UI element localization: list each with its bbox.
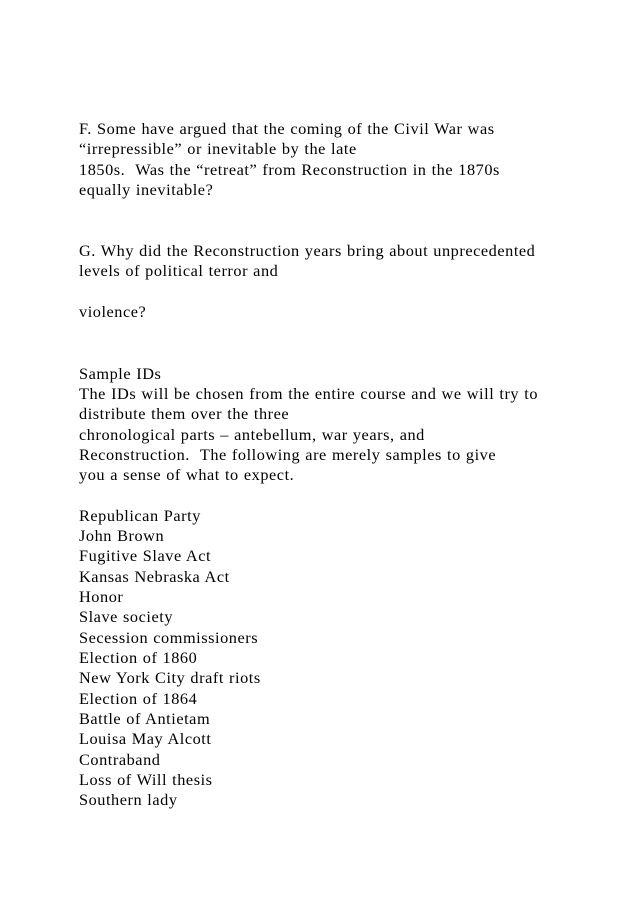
id-item: John Brown (79, 526, 165, 545)
id-item: Louisa May Alcott (79, 729, 212, 748)
sample-ids-intro-line-3: chronological parts – antebellum, war years, and (79, 425, 425, 444)
id-item: Slave society (79, 607, 174, 626)
sample-ids-intro-line-1: The IDs will be chosen from the entire course and we will try to (79, 384, 539, 403)
question-f-line-4: equally inevitable? (79, 180, 214, 199)
sample-ids-intro-line-2: distribute them over the three (79, 404, 290, 423)
id-item: Southern lady (79, 790, 178, 809)
id-item: Republican Party (79, 506, 201, 525)
id-item: Election of 1864 (79, 689, 198, 708)
id-item: Kansas Nebraska Act (79, 567, 230, 586)
question-g-line-3: violence? (79, 302, 147, 321)
sample-ids-heading: Sample IDs (79, 364, 162, 383)
question-f-line-1: F. Some have argued that the coming of the Civil War was (79, 119, 495, 138)
id-item: New York City draft riots (79, 668, 261, 687)
sample-ids-intro-line-4: Reconstruction. The following are merely samples to give (79, 445, 497, 464)
id-item: Honor (79, 587, 124, 606)
id-item: Loss of Will thesis (79, 770, 213, 789)
id-item: Battle of Antietam (79, 709, 211, 728)
id-item: Secession commissioners (79, 628, 259, 647)
question-f-line-2: “irrepressible” or inevitable by the late (79, 139, 357, 158)
id-item: Contraband (79, 750, 161, 769)
question-f-line-3: 1850s. Was the “retreat” from Reconstruction in the 1870s (79, 160, 500, 179)
id-item: Election of 1860 (79, 648, 198, 667)
question-g-line-2: levels of political terror and (79, 261, 279, 280)
question-g-line-1: G. Why did the Reconstruction years bring about unprecedented (79, 241, 536, 260)
id-item: Fugitive Slave Act (79, 546, 212, 565)
sample-ids-intro-line-5: you a sense of what to expect. (79, 465, 295, 484)
